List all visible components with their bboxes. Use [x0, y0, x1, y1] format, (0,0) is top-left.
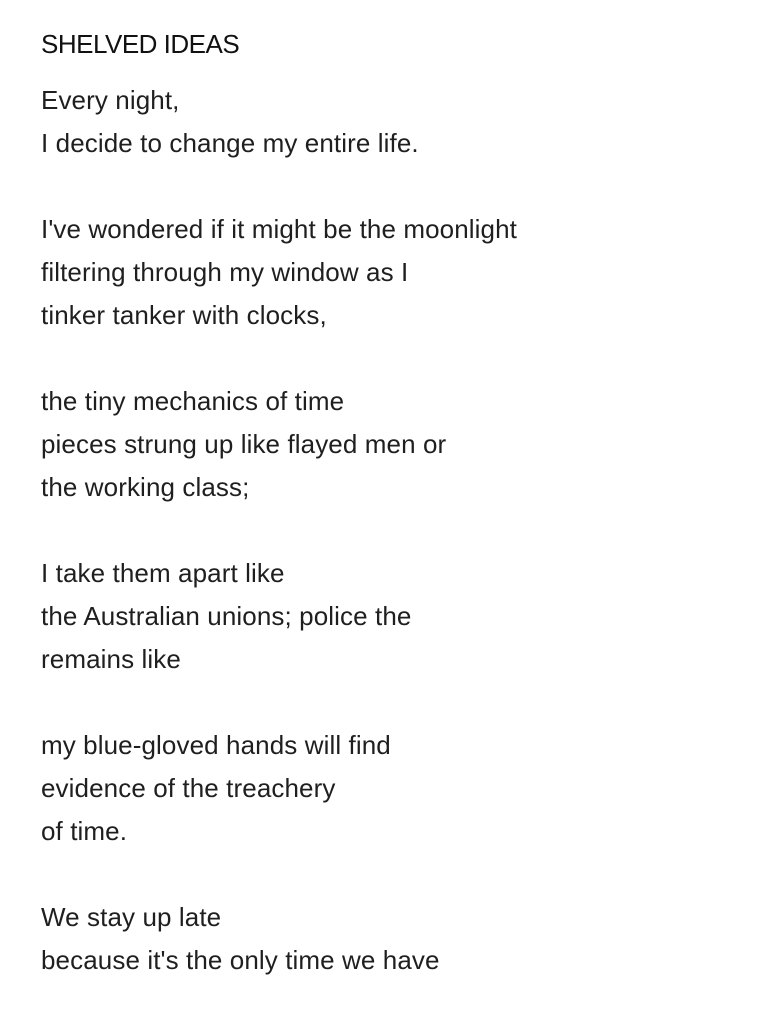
poem-line: my blue-gloved hands will find	[41, 730, 391, 760]
poem-line: evidence of the treachery	[41, 773, 336, 803]
stanza	[41, 896, 741, 982]
poem-line: We stay up late	[41, 902, 222, 932]
poem-line: the Australian unions; police the	[41, 601, 412, 631]
poem-line: remains like	[41, 644, 181, 674]
poem-line: pieces strung up like flayed men or	[41, 429, 447, 459]
poem-line: filtering through my window as I	[41, 257, 409, 287]
stanza	[41, 380, 741, 509]
poem-line: the tiny mechanics of time	[41, 386, 345, 416]
stanza	[41, 724, 741, 853]
stanza	[41, 79, 741, 165]
poem-line: I've wondered if it might be the moonlight	[41, 214, 517, 244]
poem-line: because it's the only time we have	[41, 945, 440, 975]
poem-line: the working class;	[41, 472, 250, 502]
poem-line: I take them apart like	[41, 558, 285, 588]
poem-line: I decide to change my entire life.	[41, 128, 419, 158]
stanza	[41, 552, 741, 681]
poem-line: tinker tanker with clocks,	[41, 300, 327, 330]
poem-line: Every night,	[41, 85, 180, 115]
stanza	[41, 208, 741, 337]
poem-title: SHELVED IDEAS	[41, 29, 240, 59]
poem-line: of time.	[41, 816, 128, 846]
poem-page	[41, 27, 741, 1025]
